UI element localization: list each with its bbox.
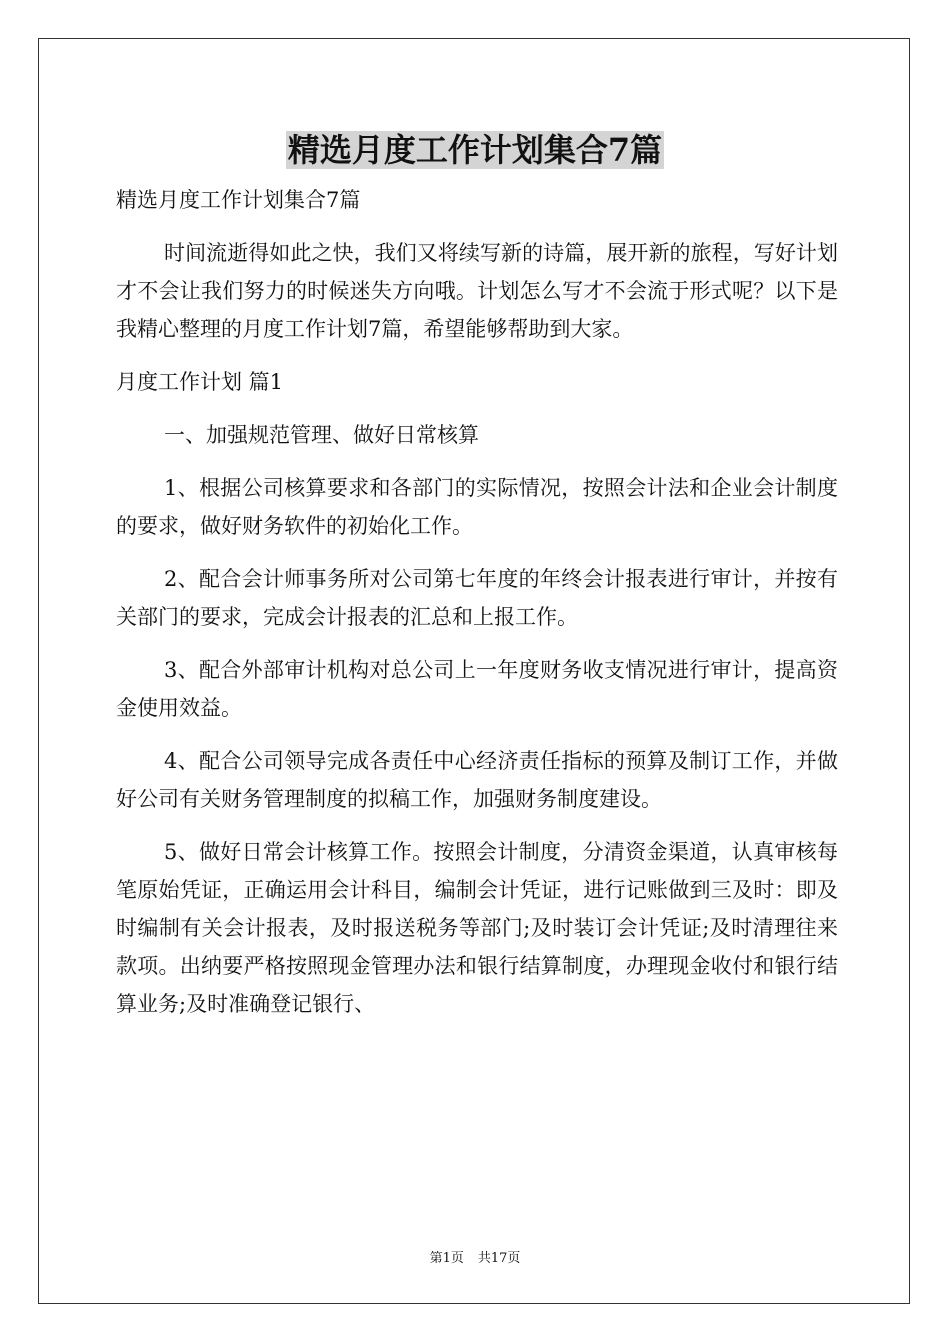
section-heading: 月度工作计划 篇1 <box>116 370 284 394</box>
body-paragraph: 4、配合公司领导完成各责任中心经济责任指标的预算及制订工作，并做好公司有关财务管理制度的拟稿工作，加强财务制度建设。 <box>116 749 838 811</box>
document-title <box>0 128 950 172</box>
body-paragraph: 5、做好日常会计核算工作。按照会计制度，分清资金渠道，认真审核每笔原始凭证，正确运用会计科目，编制会计凭证，进行记账做到三及时：即及时编制有关会计报表，及时报送税务等部门;及时装订会计凭证;及时清理往来款项。出纳要严格按照现金管理办法和银行结算制度，办理现金收付和银行结算业务;及时准确登记银行、 <box>116 840 838 1016</box>
subtitle-paragraph: 精选月度工作计划集合7篇 <box>116 188 361 212</box>
subsection-heading: 一、加强规范管理、做好日常核算 <box>164 423 479 447</box>
document-body <box>116 181 838 1023</box>
body-paragraph: 1、根据公司核算要求和各部门的实际情况，按照会计法和企业会计制度的要求，做好财务软件的初始化工作。 <box>116 476 838 538</box>
page-number: 第1页 <box>429 1251 464 1266</box>
page-total: 共17页 <box>477 1251 521 1266</box>
page-footer <box>0 1250 950 1268</box>
intro-paragraph: 时间流逝得如此之快，我们又将续写新的诗篇，展开新的旅程，写好计划才不会让我们努力的时候迷失方向哦。计划怎么写才不会流于形式呢？以下是我精心整理的月度工作计划7篇，希望能够帮助到大家。 <box>116 241 838 341</box>
body-paragraph: 3、配合外部审计机构对总公司上一年度财务收支情况进行审计，提高资金使用效益。 <box>116 658 838 720</box>
document-title-text: 精选月度工作计划集合7篇 <box>287 131 663 169</box>
body-paragraph: 2、配合会计师事务所对公司第七年度的年终会计报表进行审计，并按有关部门的要求，完成会计报表的汇总和上报工作。 <box>116 567 838 629</box>
